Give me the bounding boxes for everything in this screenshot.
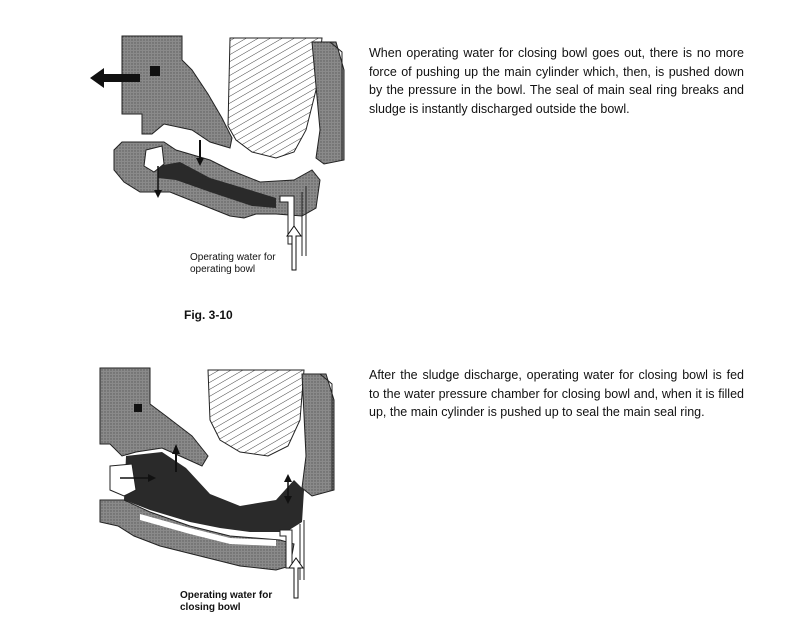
upper-housing <box>122 36 232 148</box>
upper-housing <box>100 368 208 466</box>
seal-ring <box>150 66 160 76</box>
caption-closing: Operating water for closing bowl <box>180 590 273 613</box>
caption-fig-3-10: Operating water for operating bowl <box>190 252 276 275</box>
paragraph-closing: After the sludge discharge, operating water for closing bowl is fed to the water pressure chamber for closing bowl and, when it is filled up, the main cylinder is pushed up to seal the main seal ring. <box>369 368 744 419</box>
paragraph-fig-3-10: When operating water for closing bowl goes out, there is no more force of pushing up the main cylinder which, then, is pushed down by the pressure in the bowl. The seal of main seal ring breaks and sludge is instantly discharged outside the bowl. <box>369 46 744 116</box>
bowl-wall <box>302 374 334 496</box>
figure-label: Fig. 3-10 <box>184 308 233 322</box>
disc-stack <box>228 38 322 158</box>
down-arrow-icon <box>154 190 162 198</box>
bowl-closing-diagram <box>80 360 350 610</box>
bowl-wall <box>312 42 344 164</box>
inlet-arrow-icon <box>287 226 301 270</box>
disc-stack <box>208 370 304 456</box>
seal-ring <box>134 404 142 412</box>
